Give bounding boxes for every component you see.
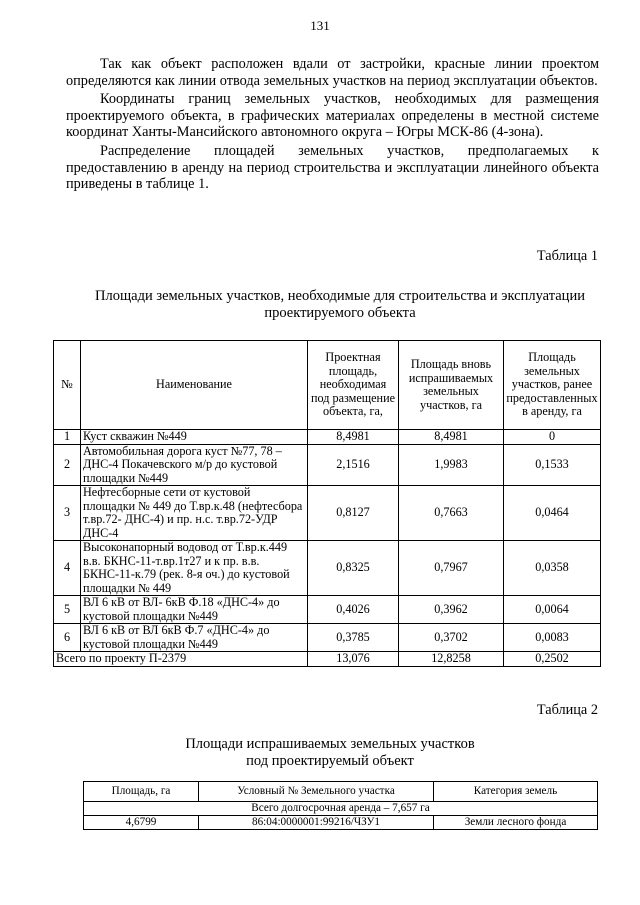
table2 xyxy=(83,781,598,830)
row-project-area: 0,3785 xyxy=(308,624,399,652)
row-name: Куст скважин №449 xyxy=(81,430,308,445)
table-row xyxy=(54,486,601,541)
row-previous-area: 0,0064 xyxy=(504,596,601,624)
total-label: Всего по проекту П-2379 xyxy=(54,652,308,667)
table-subheader-row xyxy=(84,802,598,816)
table-header-row xyxy=(84,782,598,802)
paragraph: Так как объект расположен вдали от застройки, красные линии проектом определяются как линии отвода земельных участков на период эксплуатации объектов. xyxy=(66,56,599,89)
row-area: 4,6799 xyxy=(84,816,199,830)
row-num: 2 xyxy=(54,444,81,486)
table-header-row xyxy=(54,341,601,430)
table1 xyxy=(53,340,601,667)
row-name: Высоконапорный водовод от Т.вр.к.449 в.в. БКНС-11-т.вр.1т27 и к пр. в.в. БКНС-11-к.79 (рек. 8-я оч.) до кустовой площадки № 449 xyxy=(81,541,308,596)
header-project-area: Проектная площадь, необходимая под размещение объекта, га, xyxy=(308,341,399,430)
table-row xyxy=(84,816,598,830)
header-name: Наименование xyxy=(81,341,308,430)
paragraph: Координаты границ земельных участков, необходимых для размещения проектируемого объекта, в графических материалах определены в местной системе координат Ханты-Мансийского автономного округа – Югры МСК-86 (4-зона). xyxy=(66,91,599,141)
header-category: Категория земель xyxy=(434,782,598,802)
row-previous-area: 0,0358 xyxy=(504,541,601,596)
header-num: № xyxy=(54,341,81,430)
row-requested-area: 0,7663 xyxy=(399,486,504,541)
table-row xyxy=(54,596,601,624)
table1-title: Площади земельных участков, необходимые для строительства и эксплуатации проектируемого объекта xyxy=(95,288,585,321)
header-area: Площадь, га xyxy=(84,782,199,802)
body-text xyxy=(66,56,599,195)
row-num: 1 xyxy=(54,430,81,445)
subheader: Всего долгосрочная аренда – 7,657 га xyxy=(84,802,598,816)
row-previous-area: 0,0083 xyxy=(504,624,601,652)
table-row xyxy=(54,444,601,486)
row-name: ВЛ 6 кВ от ВЛ- 6кВ Ф.18 «ДНС-4» до кустовой площадки №449 xyxy=(81,596,308,624)
row-num: 4 xyxy=(54,541,81,596)
row-num: 3 xyxy=(54,486,81,541)
row-category: Земли лесного фонда xyxy=(434,816,598,830)
row-requested-area: 0,3962 xyxy=(399,596,504,624)
header-parcel: Условный № Земельного участка xyxy=(199,782,434,802)
total-requested-area: 12,8258 xyxy=(399,652,504,667)
row-num: 5 xyxy=(54,596,81,624)
header-previous-area: Площадь земельных участков, ранее предоставленных в аренду, га xyxy=(504,341,601,430)
header-requested-area: Площадь вновь испрашиваемых земельных участков, га xyxy=(399,341,504,430)
table2-title xyxy=(40,736,620,770)
row-num: 6 xyxy=(54,624,81,652)
row-previous-area: 0,1533 xyxy=(504,444,601,486)
paragraph: Распределение площадей земельных участков, предполагаемых к предоставлению в аренду на период строительства и эксплуатации линейного объекта приведены в таблице 1. xyxy=(66,142,599,193)
row-project-area: 0,8127 xyxy=(308,486,399,541)
row-project-area: 8,4981 xyxy=(308,430,399,445)
row-name: Автомобильная дорога куст №77, 78 – ДНС-4 Покачевского м/р до кустовой площадки №449 xyxy=(81,444,308,486)
table2-title-line1: Площади испрашиваемых земельных участков xyxy=(185,736,475,752)
table2-label: Таблица 2 xyxy=(536,702,598,718)
row-name: Нефтесборные сети от кустовой площадки № 449 до Т.вр.к.48 (нефтесбора т.вр.72- ДНС-4) и пр. н.с. т.вр.72-УДР ДНС-4 xyxy=(81,486,308,541)
row-requested-area: 0,7967 xyxy=(399,541,504,596)
row-requested-area: 1,9983 xyxy=(399,444,504,486)
row-project-area: 0,4026 xyxy=(308,596,399,624)
row-parcel: 86:04:0000001:99216/ЧЗУ1 xyxy=(199,816,434,830)
row-previous-area: 0 xyxy=(504,430,601,445)
table1-label: Таблица 1 xyxy=(536,248,598,264)
table-row xyxy=(54,541,601,596)
total-previous-area: 0,2502 xyxy=(504,652,601,667)
row-previous-area: 0,0464 xyxy=(504,486,601,541)
total-project-area: 13,076 xyxy=(308,652,399,667)
row-project-area: 2,1516 xyxy=(308,444,399,486)
page-number: 131 xyxy=(310,18,330,33)
table-row xyxy=(54,624,601,652)
row-name: ВЛ 6 кВ от ВЛ 6кВ Ф.7 «ДНС-4» до кустовой площадки №449 xyxy=(81,624,308,652)
table2-title-line2: под проектируемый объект xyxy=(246,753,414,769)
row-requested-area: 0,3702 xyxy=(399,624,504,652)
table-total-row xyxy=(54,652,601,667)
table-row xyxy=(54,430,601,445)
row-project-area: 0,8325 xyxy=(308,541,399,596)
row-requested-area: 8,4981 xyxy=(399,430,504,445)
